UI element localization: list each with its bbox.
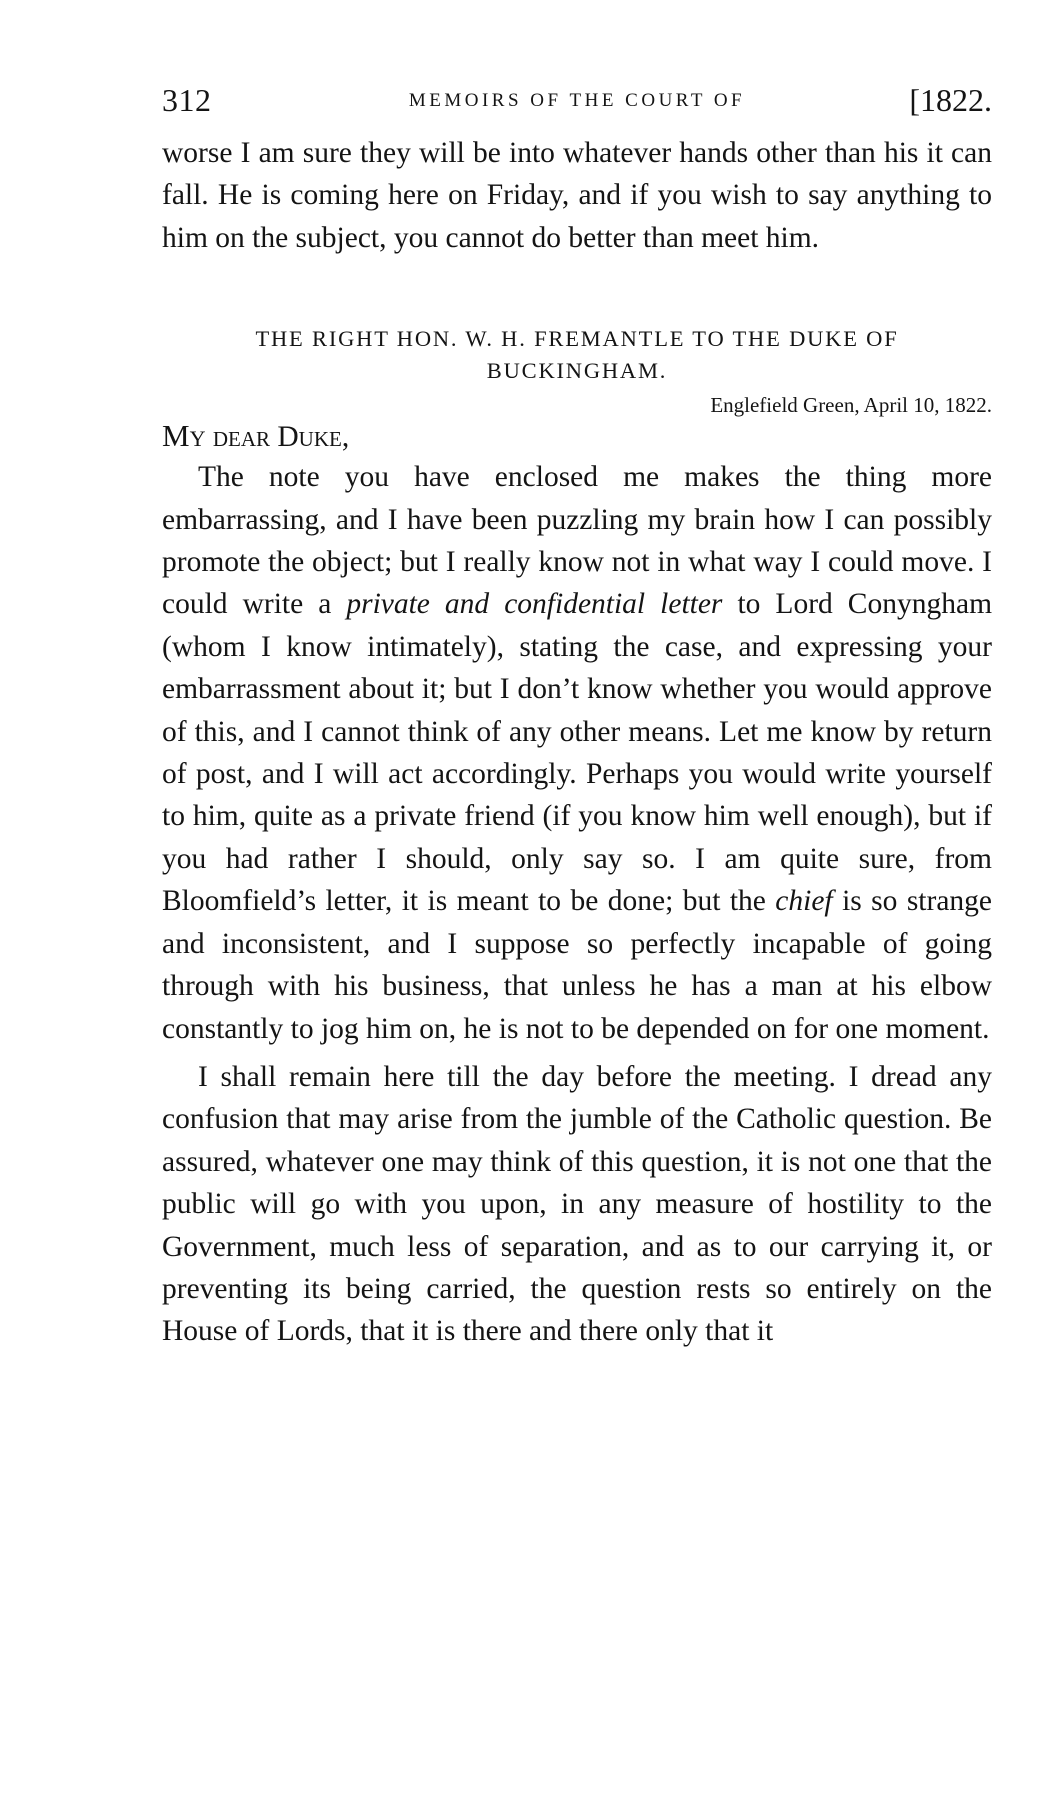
book-page	[162, 82, 992, 1353]
paragraph-1-italic-phrase: private and confidential letter	[346, 588, 723, 621]
letter-dateline: Englefield Green, April 10, 1822.	[710, 393, 992, 418]
paragraph-1-text-c: is so strange and inconsistent, and I suppose so perfectly incapable of going through with his business, that unless he has a man at his elbow constantly to jog him on, he is not to be depended on for one moment.	[162, 885, 993, 1045]
paragraph-1-text-a: The note you have enclosed me makes the thing more embarrassing, and I have been puzzling my brain how I can possibly promote the object; but I really know not in what way I could move. I could write a	[162, 461, 992, 621]
salutation-first-word: My	[162, 418, 206, 454]
paragraph-1-text-b: to Lord Conyngham (whom I know intimately), stating the case, and expressing your embarrassment about it; but I don’t know whether you would approve of this, and I cannot think of any other means. Let me know by return of post, and I will act accordingly. Perhaps you would write yourself to him, quite as a private friend (if you know him well enough), but if you had rather I should, only say so. I am quite sure, from Bloomfield’s letter, it is meant to be done; but the	[162, 588, 993, 918]
letter-paragraph-1	[162, 456, 992, 1050]
salutation-rest: dear Duke,	[205, 421, 350, 454]
letter-paragraph-2: I shall remain here till the day before the meeting. I dread any confusion that may arise from the jumble of the Catholic question. Be assured, whatever one may think of this question, it is not one that the public will go with you upon, in any measure of hostility to the Government, much less of separation, and as to our carrying it, or preventing its being carried, the question rests so entirely on the House of Lords, that it is there and there only that it	[162, 1060, 992, 1348]
continuation-paragraph: worse I am sure they will be into whatever hands other than his it can fall. He is coming here on Friday, and if you wish to say anything to him on the subject, you cannot do better than meet him.	[162, 137, 992, 254]
running-head	[162, 82, 992, 122]
page-number: 312	[162, 82, 212, 118]
running-year: [1822.	[909, 82, 992, 118]
letter-heading: THE RIGHT HON. W. H. FREMANTLE TO THE DUKE OF BUCKINGHAM.	[255, 326, 899, 384]
letter-salutation	[162, 417, 992, 456]
paragraph-1-italic-word: chief	[775, 885, 833, 918]
running-title: MEMOIRS OF THE COURT OF	[408, 90, 746, 111]
